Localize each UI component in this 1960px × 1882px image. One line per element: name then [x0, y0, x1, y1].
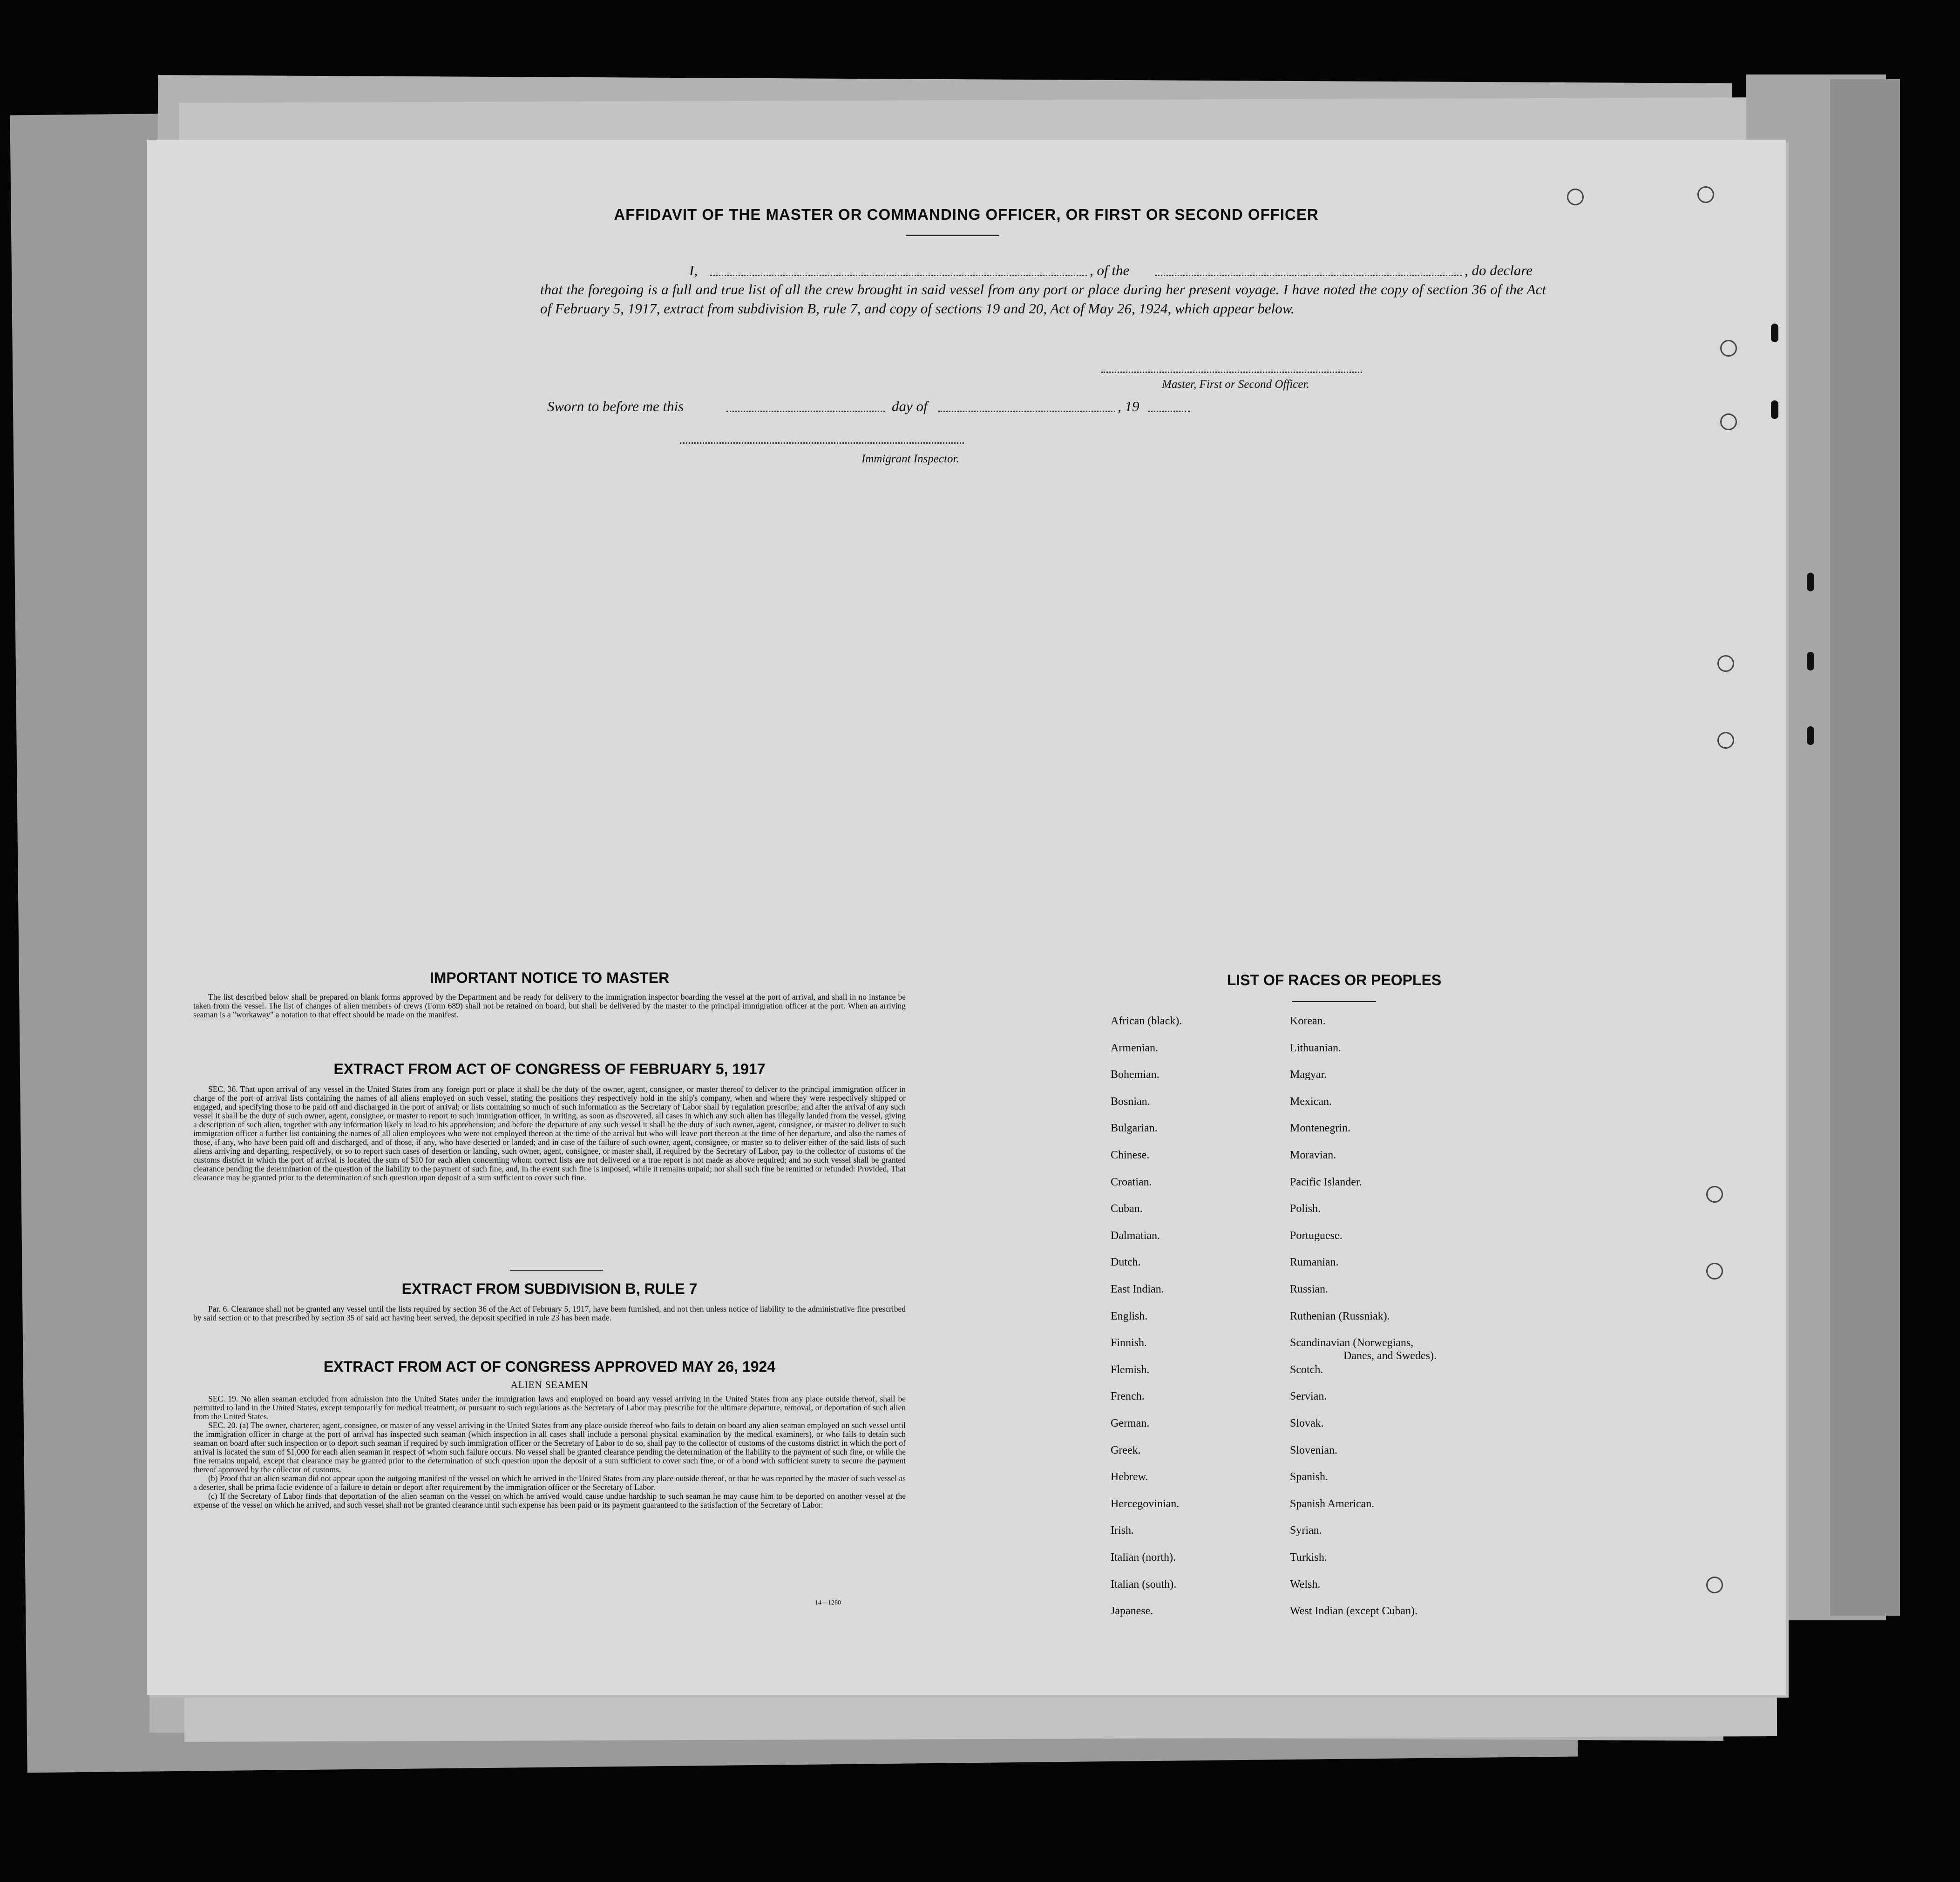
- race-item: Dutch.: [1111, 1256, 1141, 1269]
- notice-text: The list described below shall be prepared on blank forms approved by the Department and be ready for delivery to the immigration inspector boarding the vessel at the port of arrival, and shall in no instance be taken from the vessel. The list of changes of alien members of crews (Form 689) shall not be retained on board, but shall be delivered by the master to the principal immigration officer at the port. When an arriving seaman is a "workaway" a notation to that effect should be made on the manifest.: [193, 992, 906, 1019]
- divider: [510, 1270, 603, 1271]
- divider: [906, 235, 999, 236]
- race-item: Finnish.: [1111, 1337, 1147, 1349]
- section-20b-text: (b) Proof that an alien seaman did not appear upon the outgoing manifest of the vessel on which he arrived in the United States from any place outside thereof, or that he was reported by the master of such vessel as a deserter, shall be prima facie evidence of a failure to detain or deport after requirement by the immigration officer or the Secretary of Labor.: [193, 1474, 906, 1492]
- affidavit-declaration: [540, 261, 1546, 318]
- notice-heading: IMPORTANT NOTICE TO MASTER: [429, 969, 670, 986]
- race-item: English.: [1111, 1310, 1148, 1322]
- section-20a-text: SEC. 20. (a) The owner, charterer, agent, consignee, or master of any vessel arriving in the United States from any place outside thereof who fails to detain on board any alien seaman employed on such vessel until the immigration officer in charge at the port of arrival has inspected such seaman (which inspection in all cases shall include a personal physical examination by the medical examiners), or who fails to detain such seaman on board after such inspection or to deport such seaman if required by such immigration officer or the Secretary of Labor to do so, shall pay to the collector of customs of the customs district in which the port of arrival is located the sum of $1,000 for each alien seaman in respect of whom such failure occurs. No vessel shall be granted clearance pending the determination of the liability to the payment of such fine, or while the fine remains unpaid, except that clearance may be granted prior to the determination of such question upon the deposit of a sum sufficient to cover such fine, or of a bond with sufficient surety to secure the payment thereof approved by the collector of customs.: [193, 1421, 906, 1474]
- extract-1917-body: [193, 1085, 906, 1182]
- race-item: Croatian.: [1111, 1176, 1152, 1188]
- race-item: Irish.: [1111, 1524, 1134, 1537]
- race-item: Flemish.: [1111, 1363, 1150, 1376]
- race-item: Magyar.: [1290, 1069, 1327, 1081]
- day-of-label: day of: [892, 398, 928, 414]
- race-item: Moravian.: [1290, 1149, 1336, 1161]
- sworn-label: Sworn to before me this: [547, 398, 684, 414]
- declaration-body: that the foregoing is a full and true list of all the crew brought in said vessel from any port or place during her present voyage. I have noted the copy of section 36 of the Act of February 5, 1917, extract from subdivision B, rule 7, and copy of sections 19 and 20, Act of May 26, 1924, which appear below.: [540, 281, 1546, 317]
- race-item: Scandinavian (Norwegians,: [1290, 1337, 1414, 1349]
- race-item: Mexican.: [1290, 1095, 1332, 1108]
- master-signature-field[interactable]: [1101, 372, 1362, 373]
- race-item: Hebrew.: [1111, 1471, 1148, 1483]
- race-item: Lithuanian.: [1290, 1042, 1341, 1054]
- race-item: Bulgarian.: [1111, 1122, 1158, 1135]
- race-item: Turkish.: [1290, 1551, 1327, 1564]
- race-item: West Indian (except Cuban).: [1290, 1605, 1417, 1618]
- tab-mark: [1807, 573, 1814, 591]
- binder-hole: [1717, 655, 1734, 672]
- sworn-day-field[interactable]: [726, 411, 885, 412]
- binder-hole: [1706, 1186, 1723, 1203]
- affidavit-page: [147, 140, 1786, 1695]
- declaration-do-declare: , do declare: [1465, 262, 1533, 278]
- section-36-text: SEC. 36. That upon arrival of any vessel in the United States from any foreign port or place it shall be the duty of the owner, agent, consignee, or master thereof to deliver to the principal immigration officer in charge of the port of arrival lists containing the names of all aliens employed on such vessel, stating the positions they respectively hold in the ship's company, when and where they were respectively shipped or engaged, and specifying those to be paid off and discharged in the port of arrival; or lists containing so much of such information as the Secretary of Labor shall by regulation prescribe; and after the arrival of any such vessel it shall be the duty of such owner, agent, consignee, or master to report to such immigration officer, in writing, as soon as discovered, all cases in which any such alien has illegally landed from the vessel, giving a description of such alien, together with any information likely to lead to his apprehension; and before the departure of any such vessel it shall be the duty of such owner, agent, consignee, or master to deliver to such immigration officer a further list containing the names of all alien employees who were not employed thereon at the time of the arrival but who will leave port thereon at the time of her departure, and also the names of those, if any, who have been paid off and discharged, and of those, if any, who have deserted or landed; and in case of the failure of such owner, agent, consignee, or master so to deliver either of the said lists of such aliens arriving and departing, respectively, or so to report such cases of desertion or landing, such owner, agent, consignee, or master shall, if required by the Secretary of Labor, pay to the collector of customs of the customs district in which the port of arrival is located the sum of $10 for each alien concerning whom correct lists are not delivered or a true report is not made as above required; and no such vessel shall be granted clearance pending the determination of the question of the liability to the payment of such fine, and, in the event such fine is imposed, while it remains unpaid; nor shall such fine be remitted or refunded: Provided, That clearance may be granted prior to the determination of such question upon deposit of a sum sufficient to cover such fine.: [193, 1084, 906, 1182]
- race-item: Italian (south).: [1111, 1578, 1177, 1591]
- sworn-month-field[interactable]: [938, 411, 1115, 412]
- race-item: Greek.: [1111, 1444, 1141, 1456]
- binder-hole: [1567, 189, 1584, 205]
- race-item: Russian.: [1290, 1283, 1329, 1295]
- notice-body: [193, 993, 906, 1019]
- races-heading: LIST OF RACES OR PEOPLES: [1227, 972, 1442, 988]
- binder-hole: [1717, 732, 1734, 749]
- race-item: Welsh.: [1290, 1578, 1321, 1591]
- tab-mark: [1771, 324, 1778, 342]
- year-label: , 19: [1118, 398, 1139, 414]
- race-item: Bosnian.: [1111, 1095, 1150, 1108]
- extract-1924-heading: EXTRACT FROM ACT OF CONGRESS APPROVED MAY 26, 1924: [323, 1358, 776, 1375]
- master-signature-label: Master, First or Second Officer.: [1162, 378, 1309, 391]
- race-item: Danes, and Swedes).: [1343, 1350, 1437, 1362]
- extract-1924-body: [193, 1395, 906, 1510]
- section-19-text: SEC. 19. No alien seaman excluded from admission into the United States under the immigration laws and employed on board any vessel arriving in the United States from any place outside thereof, shall be permitted to land in the United States, except temporarily for medical treatment, or pursuant to such regulations as the Secretary of Labor may prescribe for the ultimate departure, removal, or deportation of such alien from the United States.: [193, 1394, 906, 1421]
- vessel-name-field[interactable]: [1155, 275, 1462, 276]
- declaration-line: [540, 261, 1546, 280]
- race-item: Hercegovinian.: [1111, 1497, 1180, 1510]
- divider: [1292, 1001, 1376, 1002]
- race-item: Cuban.: [1111, 1203, 1143, 1215]
- binder-hole: [1706, 1577, 1723, 1593]
- race-item: Italian (north).: [1111, 1551, 1176, 1564]
- extract-rule7-heading: EXTRACT FROM SUBDIVISION B, RULE 7: [401, 1280, 698, 1297]
- race-item: Portuguese.: [1290, 1229, 1343, 1242]
- race-item: Slovenian.: [1290, 1444, 1337, 1456]
- alien-seamen-subheading: ALIEN SEAMEN: [510, 1379, 589, 1390]
- binder-hole: [1697, 186, 1714, 203]
- race-item: Montenegrin.: [1290, 1122, 1350, 1135]
- binder-hole: [1720, 413, 1737, 430]
- race-item: Korean.: [1290, 1015, 1326, 1027]
- race-item: African (black).: [1111, 1015, 1182, 1027]
- race-item: Armenian.: [1111, 1042, 1158, 1054]
- background-sheet-edge: [1830, 79, 1900, 1616]
- binder-hole: [1720, 340, 1737, 357]
- tab-mark: [1807, 652, 1814, 670]
- inspector-signature-field[interactable]: [680, 442, 964, 444]
- affidavit-heading: AFFIDAVIT OF THE MASTER OR COMMANDING OFFICER, OR FIRST OR SECOND OFFICER: [614, 206, 1319, 223]
- declaration-i: I,: [689, 262, 698, 278]
- race-item: German.: [1111, 1417, 1150, 1429]
- race-item: Ruthenian (Russniak).: [1290, 1310, 1390, 1322]
- extract-1917-heading: EXTRACT FROM ACT OF CONGRESS OF FEBRUARY 5, 1917: [333, 1061, 766, 1077]
- race-item: Pacific Islander.: [1290, 1176, 1362, 1188]
- race-item: Syrian.: [1290, 1524, 1322, 1537]
- sworn-year-field[interactable]: [1148, 411, 1190, 412]
- section-20c-text: (c) If the Secretary of Labor finds that deportation of the alien seaman on the vessel on which he arrived would cause undue hardship to such seaman he may cause him to be deported on another vessel at the expense of the vessel on which he arrived, and such vessel shall not be granted clearance until such expense has been paid or its payment guaranteed to the satisfaction of the Secretary of Labor.: [193, 1491, 906, 1510]
- race-item: Slovak.: [1290, 1417, 1324, 1429]
- paragraph-6-text: Par. 6. Clearance shall not be granted any vessel until the lists required by section 36 of the Act of February 5, 1917, have been furnished, and not then unless notice of liability to the administrative fine prescribed by said section or to that prescribed by section 35 of said act having been served, the deposit specified in rule 23 has been made.: [193, 1304, 906, 1322]
- race-item: East Indian.: [1111, 1283, 1164, 1295]
- declaration-of-the: , of the: [1090, 262, 1130, 278]
- extract-rule7-body: [193, 1305, 906, 1322]
- race-item: Spanish American.: [1290, 1497, 1375, 1510]
- race-item: Japanese.: [1111, 1605, 1153, 1618]
- race-item: Scotch.: [1290, 1363, 1323, 1376]
- race-item: Servian.: [1290, 1390, 1327, 1403]
- inspector-label: Immigrant Inspector.: [861, 453, 959, 465]
- race-item: French.: [1111, 1390, 1145, 1403]
- race-item: Bohemian.: [1111, 1069, 1160, 1081]
- tab-mark: [1807, 726, 1814, 745]
- race-item: Dalmatian.: [1111, 1229, 1160, 1242]
- race-item: Polish.: [1290, 1203, 1321, 1215]
- race-item: Spanish.: [1290, 1471, 1329, 1483]
- tab-mark: [1771, 400, 1778, 419]
- officer-name-field[interactable]: [710, 275, 1087, 276]
- form-number: 14—1260: [815, 1599, 841, 1606]
- race-item: Chinese.: [1111, 1149, 1150, 1161]
- binder-hole: [1706, 1263, 1723, 1279]
- race-item: Rumanian.: [1290, 1256, 1339, 1269]
